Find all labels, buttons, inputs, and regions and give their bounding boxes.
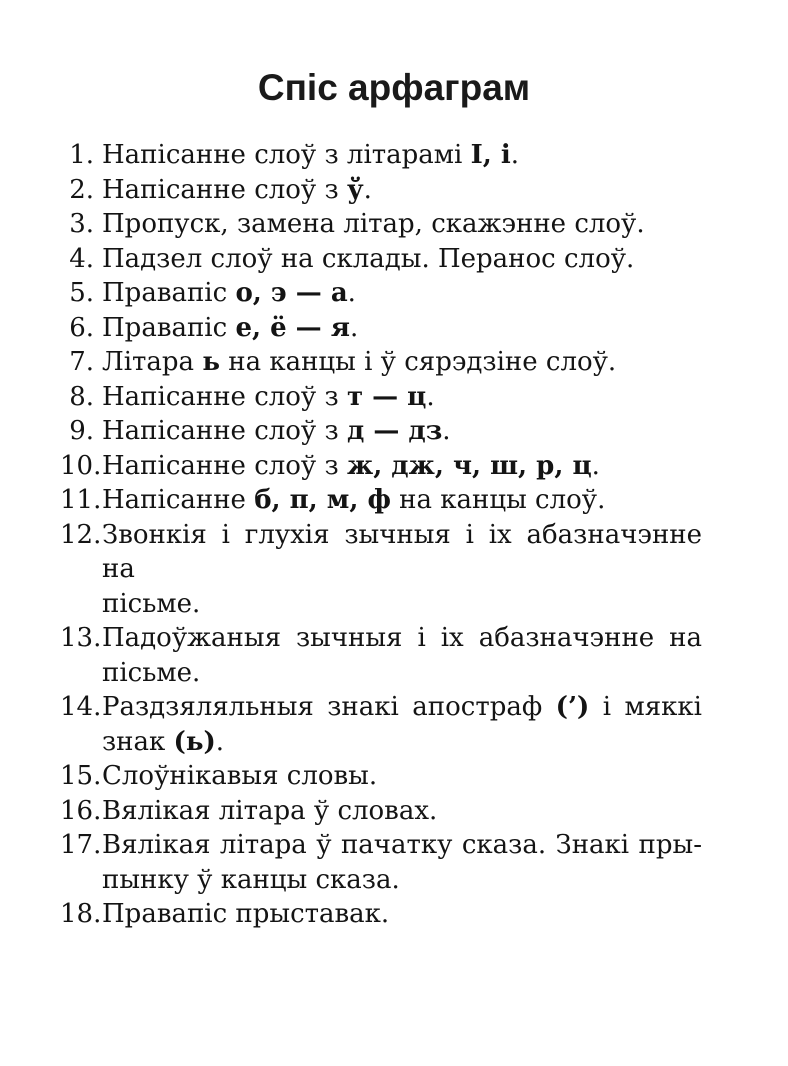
item-number: 16. [60, 795, 102, 826]
item-text-line: знак (ь). [102, 726, 225, 757]
item-text-line: Вялікая літара ў пачатку сказа. Знакі пры- [102, 830, 702, 860]
list-item [60, 276, 702, 311]
item-text-line: Правапіс е, ё — я. [102, 312, 359, 343]
list-item [60, 311, 702, 346]
list-item [60, 759, 702, 794]
list-item [60, 483, 702, 518]
item-text-line: Падзел слоў на склады. Перанос слоў. [102, 243, 635, 274]
list-item [60, 621, 702, 690]
item-number: 3. [69, 209, 94, 239]
item-text-line: Пропуск, замена літар, скажэнне слоў. [102, 209, 645, 239]
item-number: 4. [69, 243, 94, 274]
list-item [60, 690, 702, 759]
item-number: 6. [69, 312, 94, 343]
list-item [60, 414, 702, 449]
list-item [60, 173, 702, 208]
document-page [0, 66, 788, 1066]
item-text-line: пісьме. [102, 657, 201, 688]
item-text-line: Раздзяляльныя знакі апостраф (’) і мяккі [102, 692, 703, 722]
item-text-line: Падоўжаныя зычныя і іх абазначэнне на [102, 623, 702, 653]
list-item [60, 518, 702, 622]
item-number: 18. [60, 899, 102, 929]
item-number: 5. [69, 278, 94, 308]
list-item [60, 138, 702, 173]
item-number: 15. [60, 761, 102, 791]
item-text-line: Літара ь на канцы і ў сярэдзіне слоў. [102, 347, 617, 377]
item-number: 17. [60, 830, 102, 860]
list-item [60, 449, 702, 484]
item-text-line: Правапіс о, э — а. [102, 278, 356, 308]
list-item [60, 242, 702, 277]
item-text-line: Напісанне слоў з ў. [102, 174, 372, 205]
item-number: 2. [69, 174, 94, 205]
list-item [60, 828, 702, 897]
item-text-line: Вялікая літара ў словах. [102, 795, 438, 826]
item-number: 11. [60, 485, 102, 515]
list-item [60, 794, 702, 829]
item-text-line: Напісанне б, п, м, ф на канцы слоў. [102, 485, 606, 515]
item-number: 8. [69, 381, 94, 412]
item-text-line: Напісанне слоў з д — дз. [102, 416, 451, 446]
item-number: 1. [69, 140, 94, 170]
item-text-line: Напісанне слоў з т — ц. [102, 381, 435, 412]
orthogram-list [60, 138, 702, 932]
item-text-line: пынку ў канцы сказа. [102, 864, 400, 895]
item-text-line: Правапіс прыставак. [102, 899, 390, 929]
page-title: Спіс арфаграм [257, 67, 531, 108]
item-number: 12. [60, 519, 102, 550]
item-number: 10. [60, 450, 102, 481]
item-text-line: Напісанне слоў з ж, дж, ч, ш, р, ц. [102, 450, 600, 481]
item-text-line: пісьме. [102, 588, 201, 619]
item-number: 7. [69, 347, 94, 377]
item-text-line: Слоўнікавыя словы. [102, 761, 378, 791]
list-item [60, 207, 702, 242]
item-text-line: Звонкія і глухія зычныя і іх абазначэнне на [102, 519, 702, 584]
item-number: 9. [69, 416, 94, 446]
list-item [60, 345, 702, 380]
list-item [60, 380, 702, 415]
item-number: 14. [60, 692, 102, 722]
list-item [60, 897, 702, 932]
item-number: 13. [60, 623, 102, 653]
item-text-line: Напісанне слоў з літарамі І, і. [102, 140, 520, 170]
